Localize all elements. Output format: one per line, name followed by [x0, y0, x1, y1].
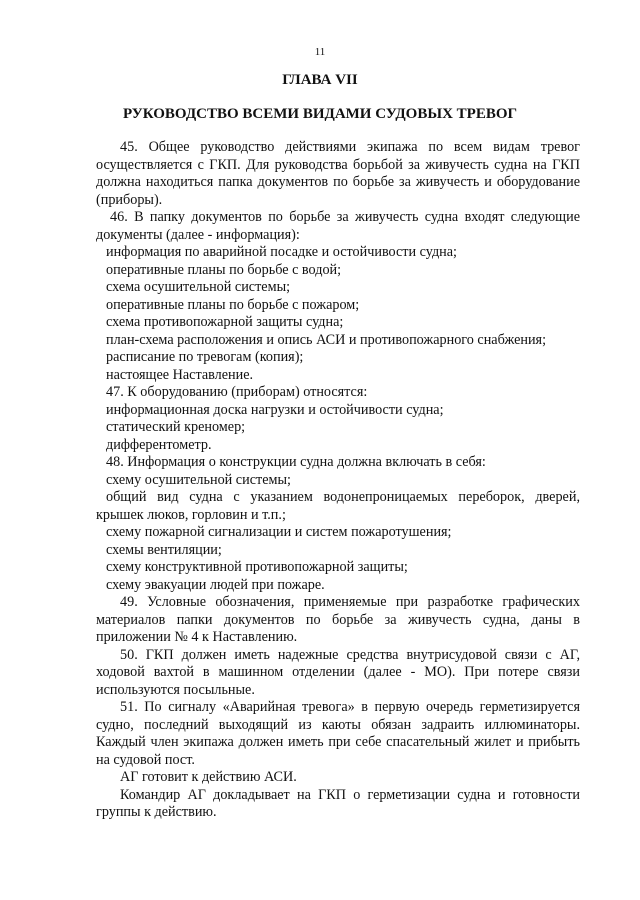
paragraph: схему конструктивной противопожарной защиты; — [106, 559, 408, 575]
paragraph: оперативные планы по борьбе с водой; — [106, 261, 342, 278]
paragraph: информационная доска нагрузки и остойчивости судна; — [106, 401, 444, 418]
paragraph: 49. Условные обозначения, применяемые при разработке графических материалов папки документов по борьбе за живучесть судна, даны в приложении № 4 к Наставлению. — [96, 594, 580, 645]
page-number: 11 — [314, 46, 326, 58]
paragraph: оперативные планы по борьбе с пожаром; — [106, 296, 360, 313]
paragraph: настоящее Наставление. — [106, 366, 254, 383]
paragraph: информация по аварийной посадке и остойчивости судна; — [106, 244, 457, 260]
paragraph: схемы вентиляции; — [106, 541, 222, 558]
paragraph: дифферентометр. — [106, 436, 212, 453]
paragraph: план-схема расположения и опись АСИ и противопожарного снабжения; — [106, 331, 547, 348]
paragraph: схему осушительной системы; — [106, 471, 291, 488]
paragraph: расписание по тревогам (копия); — [106, 349, 304, 365]
paragraph: схема осушительной системы; — [106, 279, 291, 295]
paragraph: статический креномер; — [106, 419, 246, 435]
chapter-heading: ГЛАВА VII — [282, 72, 358, 88]
body-text — [96, 139, 580, 822]
paragraph: схему пожарной сигнализации и систем пожаротушения; — [106, 524, 452, 540]
paragraph: 48. Информация о конструкции судна должна включать в себя: — [106, 454, 486, 470]
paragraph: Командир АГ докладывает на ГКП о герметизации судна и готовности группы к действию. — [96, 786, 580, 820]
paragraph: схема противопожарной защиты судна; — [106, 314, 344, 330]
paragraph: схему эвакуации людей при пожаре. — [106, 576, 325, 593]
section-title: РУКОВОДСТВО ВСЕМИ ВИДАМИ СУДОВЫХ ТРЕВОГ — [122, 106, 518, 122]
paragraph: 50. ГКП должен иметь надежные средства внутрисудовой связи с АГ, ходовой вахтой в машинном отделении (далее - МО). При потере связи используются посыльные. — [96, 646, 580, 698]
paragraph: 46. В папку документов по борьбе за живучесть судна входят следующие документы (далее - информация): — [96, 209, 580, 243]
paragraph: 47. К оборудованию (приборам) относятся: — [106, 384, 368, 400]
paragraph: АГ готовит к действию АСИ. — [120, 769, 297, 785]
paragraph: 45. Общее руководство действиями экипажа по всем видам тревог осуществляется с ГКП. Для руководства борьбой за живучесть судна на ГКП должна находиться папка документов по борьбе за живучесть и оборудование (приборы). — [96, 139, 580, 208]
paragraph: 51. По сигналу «Аварийная тревога» в первую очередь герметизируется судно, последний выходящий из каюты обязан задраить иллюминаторы. Каждый член экипажа должен иметь при себе спасательный жилет и прибыть на судовой пост. — [96, 699, 580, 768]
paragraph: общий вид судна с указанием водонепроницаемых переборок, дверей, крышек люков, горловин и т.п.; — [96, 489, 580, 523]
